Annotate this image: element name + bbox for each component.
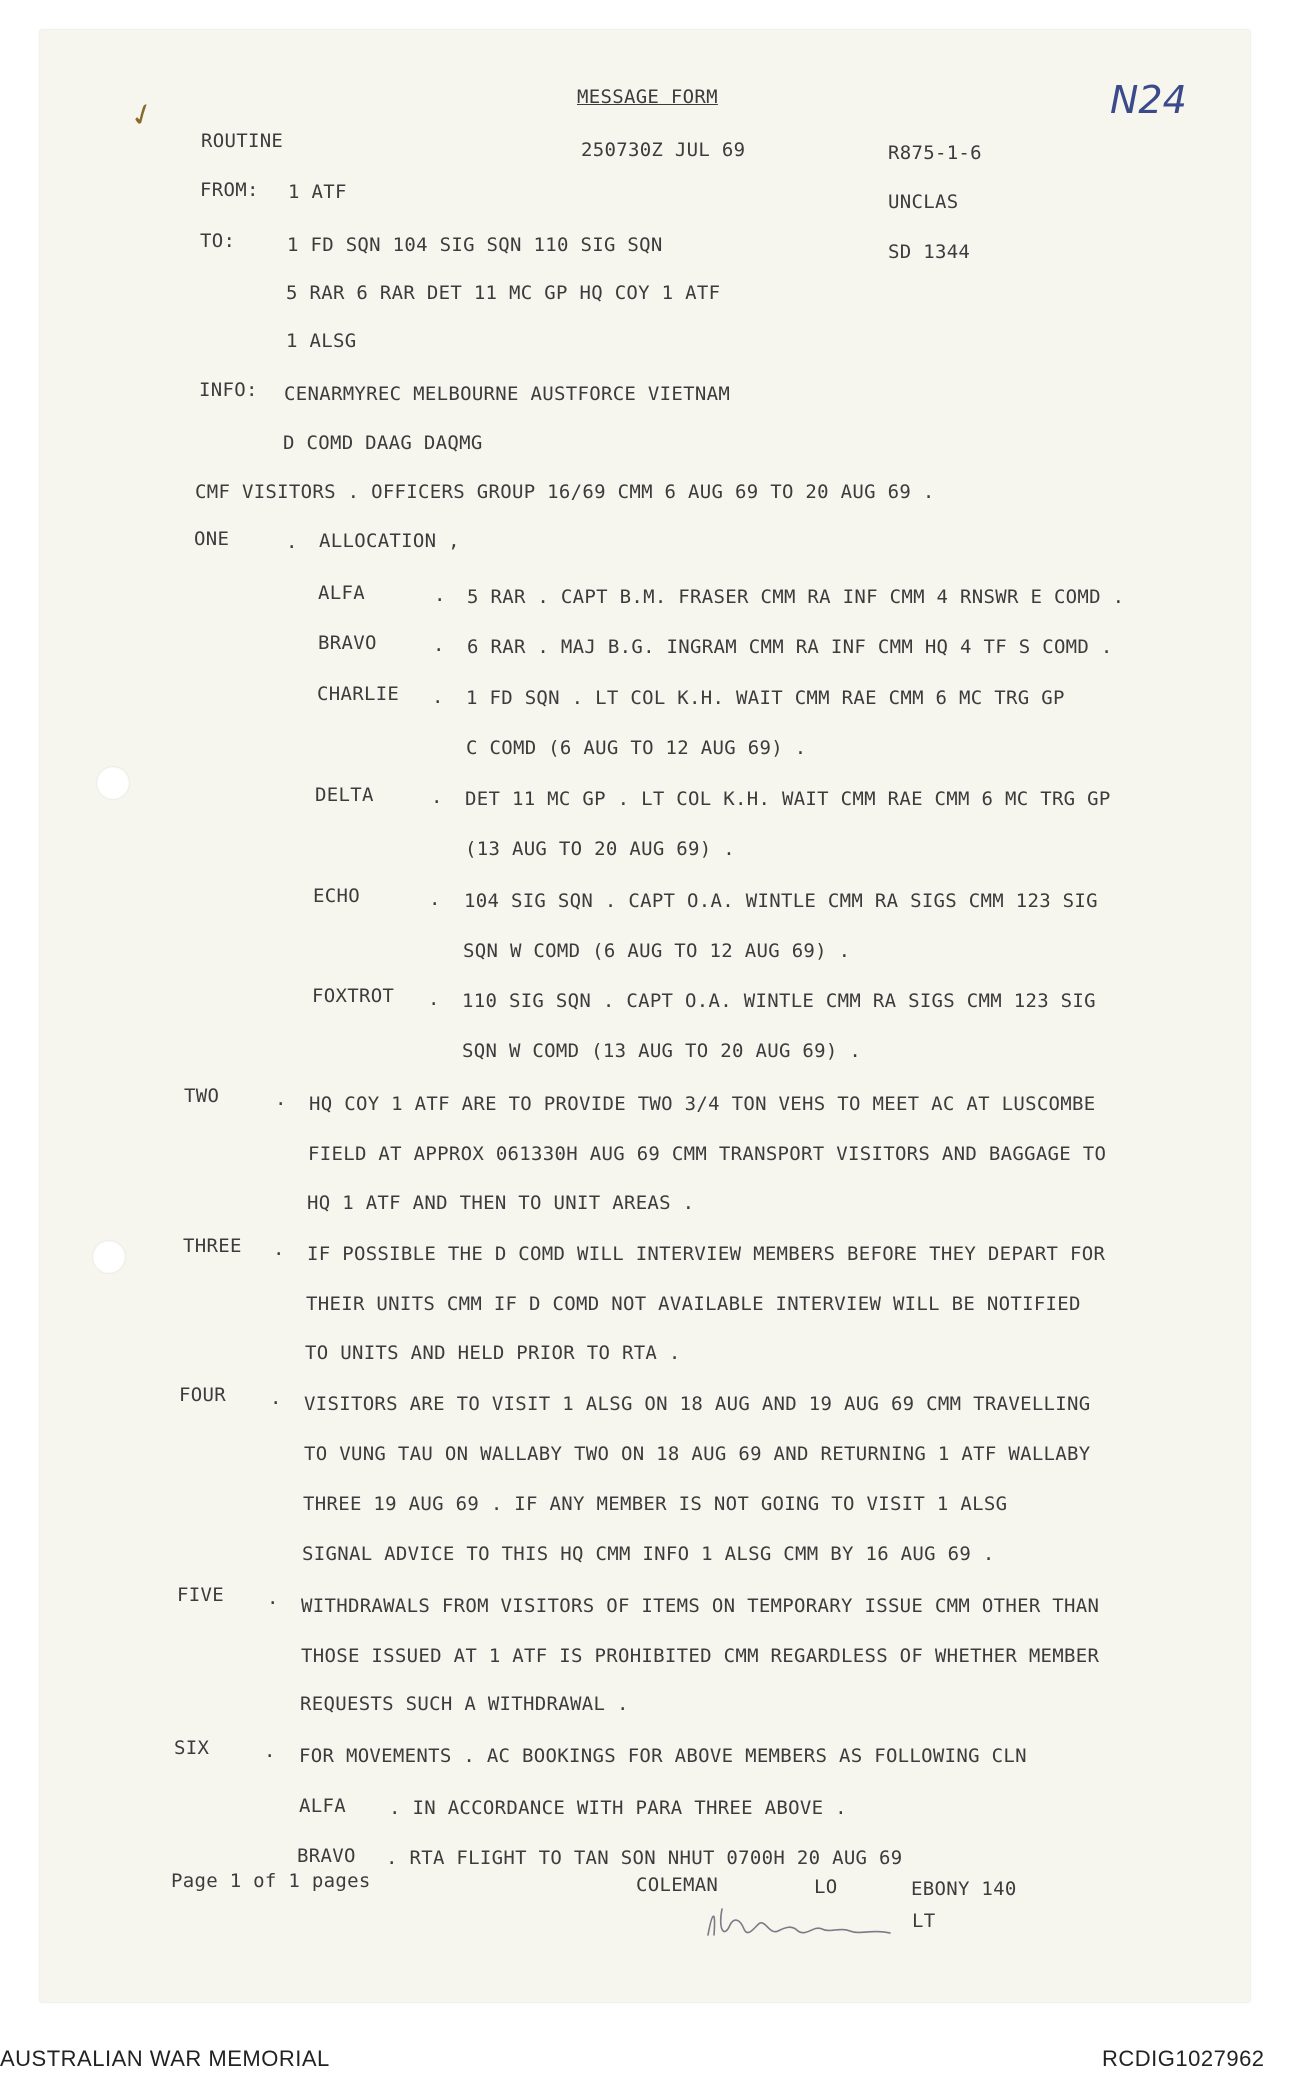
para-two-line-2: FIELD AT APPROX 061330H AUG 69 CMM TRANSPORT VISITORS AND BAGGAGE TO bbox=[308, 1143, 1107, 1165]
para-five-line-3: REQUESTS SUCH A WITHDRAWAL . bbox=[300, 1693, 629, 1715]
allocation-charlie-dot: . bbox=[432, 686, 444, 708]
allocation-echo-line-1: 104 SIG SQN . CAPT O.A. WINTLE CMM RA SIGS CMM 123 SIG bbox=[464, 890, 1098, 912]
punch-hole-top bbox=[96, 766, 130, 800]
allocation-alfa-dot: . bbox=[434, 584, 446, 606]
para-six-number: SIX bbox=[174, 1737, 210, 1759]
para-two-line-3: HQ 1 ATF AND THEN TO UNIT AREAS . bbox=[307, 1192, 695, 1214]
from-value: 1 ATF bbox=[288, 181, 347, 203]
allocation-charlie-line-2: C COMD (6 AUG TO 12 AUG 69) . bbox=[466, 737, 807, 759]
reference-number: R875-1-6 bbox=[888, 142, 982, 164]
para-six-line-1: FOR MOVEMENTS . AC BOOKINGS FOR ABOVE MEMBERS AS FOLLOWING CLN bbox=[299, 1745, 1027, 1767]
para-one-text: ALLOCATION , bbox=[319, 530, 460, 552]
allocation-bravo-dot: . bbox=[433, 634, 445, 656]
info-line-2: D COMD DAAG DAQMG bbox=[283, 432, 483, 454]
para-two-number: TWO bbox=[184, 1085, 220, 1107]
allocation-delta-line-1: DET 11 MC GP . LT COL K.H. WAIT CMM RAE CMM 6 MC TRG GP bbox=[465, 788, 1111, 810]
precedence: ROUTINE bbox=[201, 130, 284, 152]
allocation-bravo-code: BRAVO bbox=[318, 632, 377, 654]
allocation-charlie-line-1: 1 FD SQN . LT COL K.H. WAIT CMM RAE CMM 6 MC TRG GP bbox=[466, 687, 1065, 709]
para-five-dot: . bbox=[267, 1587, 279, 1609]
para-three-line-1: IF POSSIBLE THE D COMD WILL INTERVIEW MEMBERS BEFORE THEY DEPART FOR bbox=[307, 1243, 1106, 1265]
allocation-foxtrot-code: FOXTROT bbox=[312, 985, 395, 1007]
allocation-delta-dot: . bbox=[431, 786, 443, 808]
allocation-alfa-code: ALFA bbox=[318, 582, 365, 604]
handwritten-folio-number: N24 bbox=[1110, 78, 1187, 122]
info-line-1: CENARMYREC MELBOURNE AUSTFORCE VIETNAM bbox=[284, 383, 731, 405]
date-time-group: 250730Z JUL 69 bbox=[581, 139, 746, 161]
originator-rank: LT bbox=[912, 1910, 936, 1932]
para-one-dot: . bbox=[286, 531, 298, 553]
punch-hole-bottom bbox=[92, 1240, 126, 1274]
from-label: FROM: bbox=[200, 179, 259, 201]
originator-phone: EBONY 140 bbox=[911, 1878, 1017, 1900]
allocation-echo-dot: . bbox=[429, 888, 441, 910]
allocation-echo-code: ECHO bbox=[313, 885, 360, 907]
para-six-sub-bravo-code: BRAVO bbox=[297, 1845, 356, 1867]
para-four-line-3: THREE 19 AUG 69 . IF ANY MEMBER IS NOT GOING TO VISIT 1 ALSG bbox=[303, 1493, 1008, 1515]
originator-name: COLEMAN bbox=[636, 1874, 719, 1896]
handwritten-tick-mark: ✓ bbox=[124, 94, 161, 137]
allocation-foxtrot-line-2: SQN W COMD (13 AUG TO 20 AUG 69) . bbox=[462, 1040, 862, 1062]
para-six-dot: . bbox=[264, 1740, 276, 1762]
allocation-delta-line-2: (13 AUG TO 20 AUG 69) . bbox=[465, 838, 735, 860]
to-label: TO: bbox=[200, 230, 236, 252]
para-three-dot: . bbox=[273, 1238, 285, 1260]
form-title: MESSAGE FORM bbox=[577, 86, 718, 108]
allocation-echo-line-2: SQN W COMD (6 AUG TO 12 AUG 69) . bbox=[463, 940, 851, 962]
archive-id: RCDIG1027962 bbox=[1102, 2046, 1265, 2071]
allocation-foxtrot-dot: . bbox=[428, 988, 440, 1010]
subject-line: CMF VISITORS . OFFICERS GROUP 16/69 CMM 6 AUG 69 TO 20 AUG 69 . bbox=[195, 481, 935, 503]
para-four-number: FOUR bbox=[179, 1384, 226, 1406]
para-four-line-4: SIGNAL ADVICE TO THIS HQ CMM INFO 1 ALSG CMM BY 16 AUG 69 . bbox=[302, 1543, 995, 1565]
para-five-line-2: THOSE ISSUED AT 1 ATF IS PROHIBITED CMM REGARDLESS OF WHETHER MEMBER bbox=[301, 1645, 1100, 1667]
allocation-delta-code: DELTA bbox=[315, 784, 374, 806]
allocation-bravo-line-1: 6 RAR . MAJ B.G. INGRAM CMM RA INF CMM HQ 4 TF S COMD . bbox=[467, 636, 1113, 658]
para-four-line-2: TO VUNG TAU ON WALLABY TWO ON 18 AUG 69 AND RETURNING 1 ATF WALLABY bbox=[304, 1443, 1091, 1465]
archive-name: AUSTRALIAN WAR MEMORIAL bbox=[0, 2046, 330, 2071]
allocation-foxtrot-line-1: 110 SIG SQN . CAPT O.A. WINTLE CMM RA SIGS CMM 123 SIG bbox=[462, 990, 1096, 1012]
para-two-line-1: HQ COY 1 ATF ARE TO PROVIDE TWO 3/4 TON VEHS TO MEET AC AT LUSCOMBE bbox=[309, 1093, 1096, 1115]
para-four-line-1: VISITORS ARE TO VISIT 1 ALSG ON 18 AUG AND 19 AUG 69 CMM TRAVELLING bbox=[304, 1393, 1091, 1415]
page-count: Page 1 of 1 pages bbox=[171, 1870, 371, 1892]
para-four-dot: . bbox=[270, 1387, 282, 1409]
to-line-2: 5 RAR 6 RAR DET 11 MC GP HQ COY 1 ATF bbox=[286, 282, 721, 304]
para-five-line-1: WITHDRAWALS FROM VISITORS OF ITEMS ON TEMPORARY ISSUE CMM OTHER THAN bbox=[301, 1595, 1100, 1617]
allocation-alfa-line-1: 5 RAR . CAPT B.M. FRASER CMM RA INF CMM 4 RNSWR E COMD . bbox=[467, 586, 1125, 608]
message-form-sheet bbox=[40, 30, 1250, 2002]
para-six-sub-bravo-text: . RTA FLIGHT TO TAN SON NHUT 0700H 20 AUG 69 bbox=[386, 1847, 903, 1869]
serial-number: SD 1344 bbox=[888, 241, 971, 263]
para-six-sub-alfa-text: . IN ACCORDANCE WITH PARA THREE ABOVE . bbox=[389, 1797, 847, 1819]
para-three-line-3: TO UNITS AND HELD PRIOR TO RTA . bbox=[305, 1342, 681, 1364]
para-six-sub-alfa-code: ALFA bbox=[299, 1795, 346, 1817]
allocation-charlie-code: CHARLIE bbox=[317, 683, 400, 705]
para-two-dot: . bbox=[275, 1088, 287, 1110]
para-three-number: THREE bbox=[183, 1235, 242, 1257]
para-one-number: ONE bbox=[194, 528, 230, 550]
para-five-number: FIVE bbox=[177, 1584, 224, 1606]
para-three-line-2: THEIR UNITS CMM IF D COMD NOT AVAILABLE INTERVIEW WILL BE NOTIFIED bbox=[306, 1293, 1081, 1315]
classification: UNCLAS bbox=[888, 191, 959, 213]
to-line-1: 1 FD SQN 104 SIG SQN 110 SIG SQN bbox=[287, 234, 663, 256]
to-line-3: 1 ALSG bbox=[286, 330, 357, 352]
handwritten-signature bbox=[700, 1895, 920, 1955]
originator-appointment: LO bbox=[814, 1876, 838, 1898]
info-label: INFO: bbox=[199, 379, 258, 401]
